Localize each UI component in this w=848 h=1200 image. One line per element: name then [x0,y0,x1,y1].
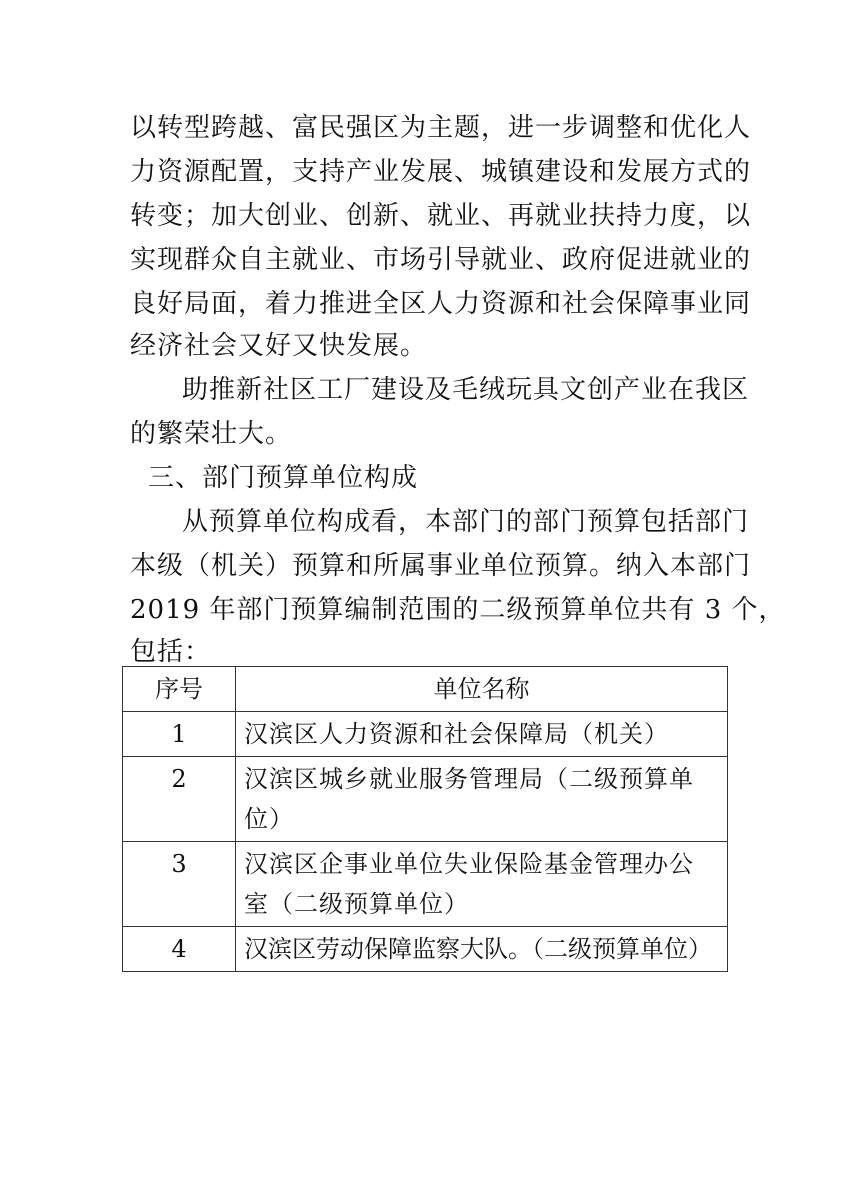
unit-name [236,712,728,757]
unit-name-line: 室（二级预算单位） [244,890,469,918]
paragraph-line: 实现群众自主就业、市场引导就业、政府促进就业的 [130,245,752,275]
paragraph-line: 力资源配置，支持产业发展、城镇建设和发展方式的 [130,157,752,187]
paragraph-line: 良好局面，着力推进全区人力资源和社会保障事业同 [130,289,752,319]
table-header-row [123,667,728,712]
table-row [123,757,728,842]
unit-name-line: 汉滨区城乡就业服务管理局（二级预算单 [244,765,694,793]
table-row [123,842,728,927]
column-header-number: 序号 [123,667,236,712]
row-number: 3 [123,842,236,927]
unit-name-line: 位） [244,805,294,833]
unit-name [236,842,728,927]
paragraph-line: 助推新社区工厂建设及毛绒玩具文创产业在我区 [182,375,750,405]
unit-name-line: 汉滨区企事业单位失业保险基金管理办公 [244,850,694,878]
column-header-unit-name: 单位名称 [236,667,728,712]
paragraph-line: 从预算单位构成看，本部门的部门预算包括部门 [182,507,750,537]
paragraph-line: 转变；加大创业、创新、就业、再就业扶持力度，以 [130,201,752,231]
paragraph-line: 的繁荣壮大。 [130,419,293,449]
unit-name-line: 汉滨区劳动保障监察大队。（二级预算单位） [244,935,712,963]
table-row [123,927,728,972]
paragraph-line: 以转型跨越、富民强区为主题，进一步调整和优化人 [130,113,752,143]
paragraph-line: 2019 年部门预算编制范围的二级预算单位共有 3 个， [130,595,786,625]
section-heading: 三、部门预算单位构成 [148,463,419,493]
row-number: 4 [123,927,236,972]
table-row [123,712,728,757]
unit-name [236,757,728,842]
paragraph-line: 包括： [130,637,212,667]
paragraph-line: 经济社会又好又快发展。 [130,331,428,361]
unit-name [236,927,728,972]
row-number: 1 [123,712,236,757]
row-number: 2 [123,757,236,842]
unit-name-line: 汉滨区人力资源和社会保障局（机关） [244,720,669,748]
budget-units-table [122,666,728,972]
paragraph-line: 本级（机关）预算和所属事业单位预算。纳入本部门 [130,551,752,581]
